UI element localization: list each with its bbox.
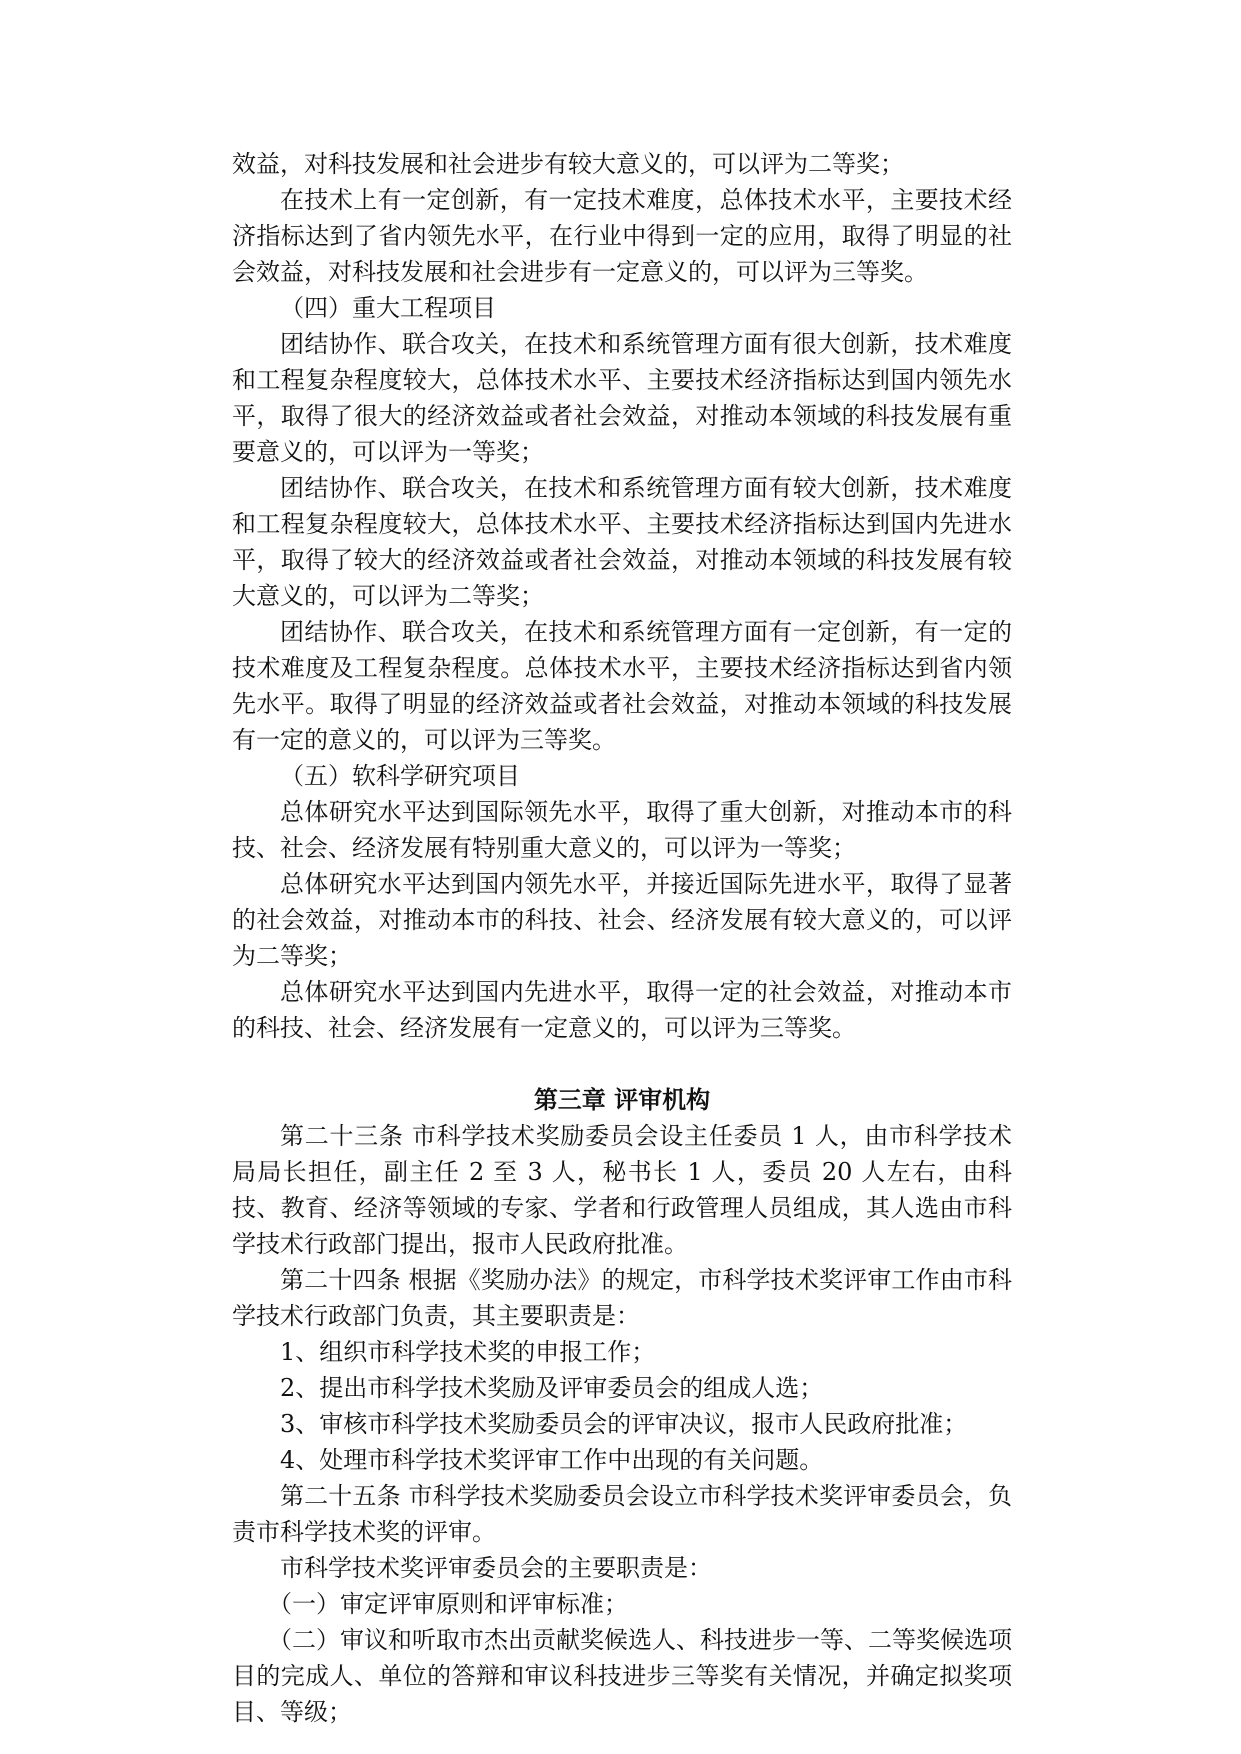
paragraph: 团结协作、联合攻关，在技术和系统管理方面有很大创新，技术难度和工程复杂程度较大，总体技术水平、主要技术经济指标达到国内领先水平，取得了很大的经济效益或者社会效益，对推动本领域的科技发展有重要意义的，可以评为一等奖； [232, 330, 1012, 466]
paragraph: 在技术上有一定创新，有一定技术难度，总体技术水平，主要技术经济指标达到了省内领先水平，在行业中得到一定的应用，取得了明显的社会效益，对科技发展和社会进步有一定意义的，可以评为三等奖。 [232, 186, 1012, 286]
paragraph: 总体研究水平达到国际领先水平，取得了重大创新，对推动本市的科技、社会、经济发展有特别重大意义的，可以评为一等奖； [232, 798, 1012, 862]
list-item: 1、组织市科学技术奖的申报工作； [280, 1338, 656, 1366]
list-item: 2、提出市科学技术奖励及评审委员会的组成人选； [280, 1374, 824, 1402]
article-25: 第二十五条 市科学技术奖励委员会设立市科学技术奖评审委员会，负责市科学技术奖的评审。 [232, 1482, 1012, 1546]
paragraph: 效益，对科技发展和社会进步有较大意义的，可以评为二等奖； [232, 150, 904, 178]
list-item: （二）审议和听取市杰出贡献奖候选人、科技进步一等、二等奖候选项目的完成人、单位的答辩和审议科技进步三等奖有关情况，并确定拟奖项目、等级； [232, 1626, 1012, 1726]
list-item: 4、处理市科学技术奖评审工作中出现的有关问题。 [280, 1446, 824, 1474]
chapter-title: 第三章 评审机构 [533, 1085, 711, 1114]
paragraph: 总体研究水平达到国内领先水平，并接近国际先进水平，取得了显著的社会效益，对推动本市的科技、社会、经济发展有较大意义的，可以评为二等奖； [232, 870, 1012, 970]
list-item: 3、审核市科学技术奖励委员会的评审决议，报市人民政府批准； [280, 1410, 968, 1438]
paragraph: 团结协作、联合攻关，在技术和系统管理方面有一定创新，有一定的技术难度及工程复杂程度。总体技术水平，主要技术经济指标达到省内领先水平。取得了明显的经济效益或者社会效益，对推动本领域的科技发展有一定的意义的，可以评为三等奖。 [232, 618, 1012, 754]
document-page [232, 146, 1012, 1730]
article-23: 第二十三条 市科学技术奖励委员会设主任委员 1 人，由市科学技术局局长担任，副主任 2 至 3 人，秘书长 1 人，委员 20 人左右，由科技、教育、经济等领域的专家、学者和行政管理人员组成，其人选由市科学技术行政部门提出，报市人民政府批准。 [232, 1122, 1012, 1258]
section-heading: （四）重大工程项目 [280, 294, 496, 322]
list-item: （一）审定评审原则和评审标准； [268, 1590, 628, 1618]
paragraph: 总体研究水平达到国内先进水平，取得一定的社会效益，对推动本市的科技、社会、经济发展有一定意义的，可以评为三等奖。 [232, 978, 1012, 1042]
article-24: 第二十四条 根据《奖励办法》的规定，市科学技术奖评审工作由市科学技术行政部门负责，其主要职责是： [232, 1266, 1012, 1330]
paragraph: 市科学技术奖评审委员会的主要职责是： [280, 1554, 712, 1582]
section-heading: （五）软科学研究项目 [280, 762, 520, 790]
paragraph: 团结协作、联合攻关，在技术和系统管理方面有较大创新，技术难度和工程复杂程度较大，总体技术水平、主要技术经济指标达到国内先进水平，取得了较大的经济效益或者社会效益，对推动本领域的科技发展有较大意义的，可以评为二等奖； [232, 474, 1012, 610]
